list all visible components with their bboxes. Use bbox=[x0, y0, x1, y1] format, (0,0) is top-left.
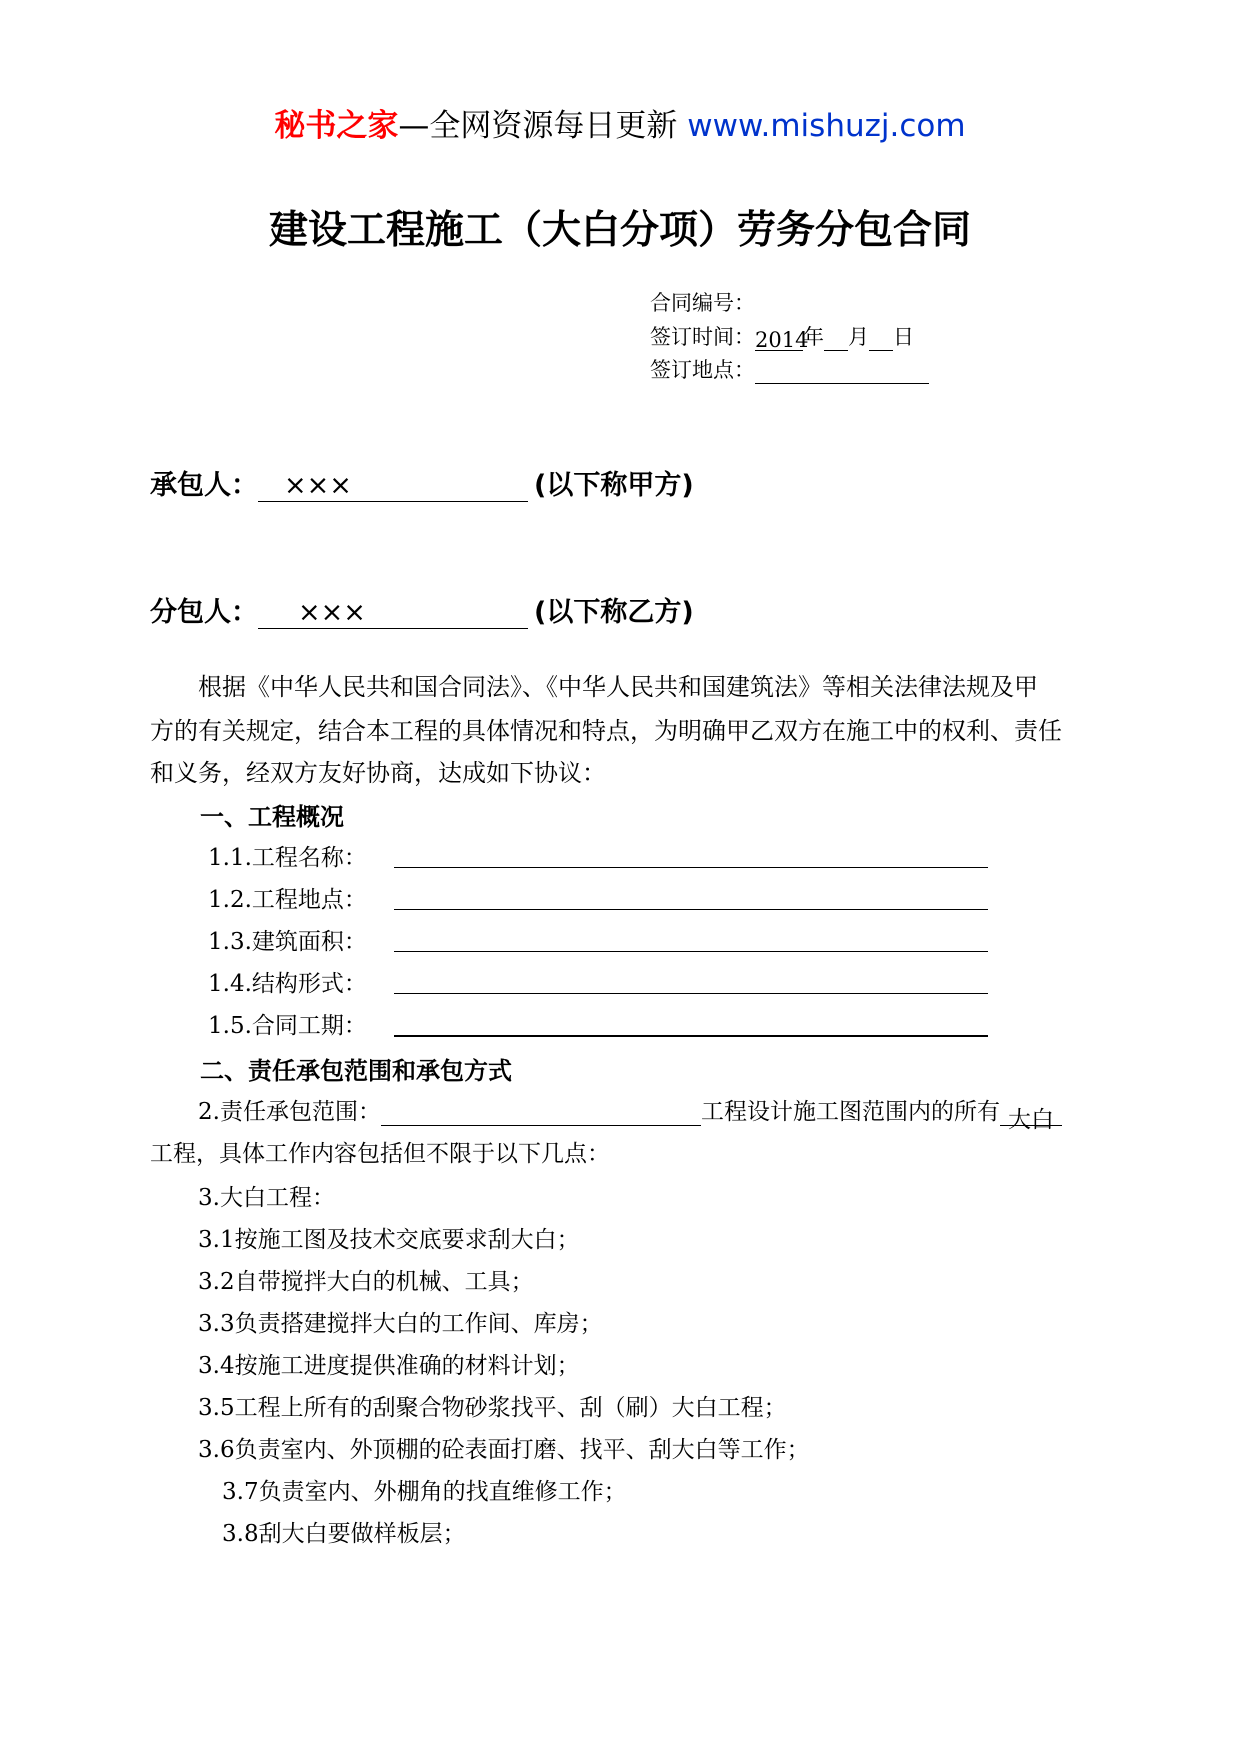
sign-year[interactable]: 2014 bbox=[755, 328, 809, 352]
subcontractor-line bbox=[150, 590, 694, 629]
contract-period-item bbox=[208, 1007, 367, 1040]
contract-period-blank[interactable] bbox=[394, 1035, 988, 1037]
work-item-7: 3.7负责室内、外棚角的找直维修工作； bbox=[222, 1479, 627, 1505]
work-item-1: 3.1按施工图及技术交底要求刮大白； bbox=[198, 1227, 580, 1253]
project-location-blank[interactable] bbox=[394, 909, 988, 910]
subcontractor-alias: (以下称乙方) bbox=[534, 597, 694, 628]
sign-month-blank[interactable] bbox=[824, 328, 848, 351]
sign-day-blank[interactable] bbox=[869, 328, 893, 351]
scope-line-2: 工程，具体工作内容包括但不限于以下几点： bbox=[150, 1141, 610, 1167]
contractor-alias: (以下称甲方) bbox=[534, 470, 694, 501]
scope-blank[interactable] bbox=[381, 1101, 701, 1126]
building-area-blank[interactable] bbox=[394, 951, 988, 952]
building-area-label: 1.3.建筑面积： bbox=[208, 929, 367, 955]
contract-number-line bbox=[650, 287, 755, 317]
scope-mid: 工程设计施工图范围内的所有 bbox=[700, 1099, 1000, 1125]
sign-date-label: 签订时间： bbox=[650, 325, 755, 349]
project-location-label: 1.2.工程地点： bbox=[208, 887, 367, 913]
scope-label: 2.责任承包范围： bbox=[198, 1099, 381, 1125]
work-item-8: 3.8刮大白要做样板层； bbox=[222, 1521, 466, 1547]
contract-period-label: 1.5.合同工期： bbox=[208, 1013, 367, 1039]
contractor-label: 承包人： bbox=[150, 470, 258, 501]
banner-slogan: —全网资源每日更新 bbox=[398, 108, 678, 144]
project-location-item bbox=[208, 881, 367, 914]
project-name-label: 1.1.工程名称： bbox=[208, 845, 367, 871]
structure-type-label: 1.4.结构形式： bbox=[208, 971, 367, 997]
intro-line-1: 根据《中华人民共和国合同法》、《中华人民共和国建筑法》等相关法律法规及甲 bbox=[198, 673, 1038, 701]
work-item-4: 3.4按施工进度提供准确的材料计划； bbox=[198, 1353, 580, 1379]
scope-work[interactable]: 大白 bbox=[1000, 1101, 1062, 1126]
intro-line-2: 方的有关规定，结合本工程的具体情况和特点，为明确甲乙双方在施工中的权利、责任 bbox=[150, 717, 1062, 745]
subcontractor-name[interactable]: ××× bbox=[258, 597, 528, 629]
site-banner bbox=[0, 100, 1240, 145]
scope-line bbox=[198, 1093, 1062, 1133]
sign-place-blank[interactable] bbox=[755, 361, 929, 384]
building-area-item bbox=[208, 923, 367, 956]
structure-type-item bbox=[208, 965, 367, 998]
work-item-3: 3.3负责搭建搅拌大白的工作间、库房； bbox=[198, 1311, 603, 1337]
structure-type-blank[interactable] bbox=[394, 993, 988, 994]
work-heading: 3.大白工程： bbox=[198, 1185, 335, 1211]
work-item-2: 3.2自带搅拌大白的机械、工具； bbox=[198, 1269, 534, 1295]
intro-line-3: 和义务，经双方友好协商，达成如下协议： bbox=[150, 759, 606, 787]
section-2-heading: 二、责任承包范围和承包方式 bbox=[200, 1057, 512, 1085]
sign-date-line bbox=[650, 321, 914, 351]
sign-place-line bbox=[650, 354, 929, 384]
work-item-6: 3.6负责室内、外顶棚的砼表面打磨、找平、刮大白等工作； bbox=[198, 1437, 810, 1463]
contract-number-label: 合同编号： bbox=[650, 291, 755, 315]
banner-site-link[interactable]: www.mishuzj.com bbox=[687, 108, 966, 144]
project-name-item bbox=[208, 839, 367, 872]
contractor-name[interactable]: ××× bbox=[258, 470, 528, 502]
document-title: 建设工程施工（大白分项）劳务分包合同 bbox=[268, 208, 971, 253]
contractor-line bbox=[150, 463, 694, 502]
day-char: 日 bbox=[893, 325, 914, 349]
subcontractor-label: 分包人： bbox=[150, 597, 258, 628]
month-char: 月 bbox=[848, 325, 869, 349]
project-name-blank[interactable] bbox=[394, 867, 988, 868]
work-item-5: 3.5工程上所有的刮聚合物砂浆找平、刮（刷）大白工程； bbox=[198, 1395, 787, 1421]
sign-place-label: 签订地点： bbox=[650, 358, 755, 382]
banner-brand: 秘书之家 bbox=[274, 108, 399, 144]
section-1-heading: 一、工程概况 bbox=[200, 803, 344, 831]
year-char: 年 bbox=[803, 325, 824, 349]
